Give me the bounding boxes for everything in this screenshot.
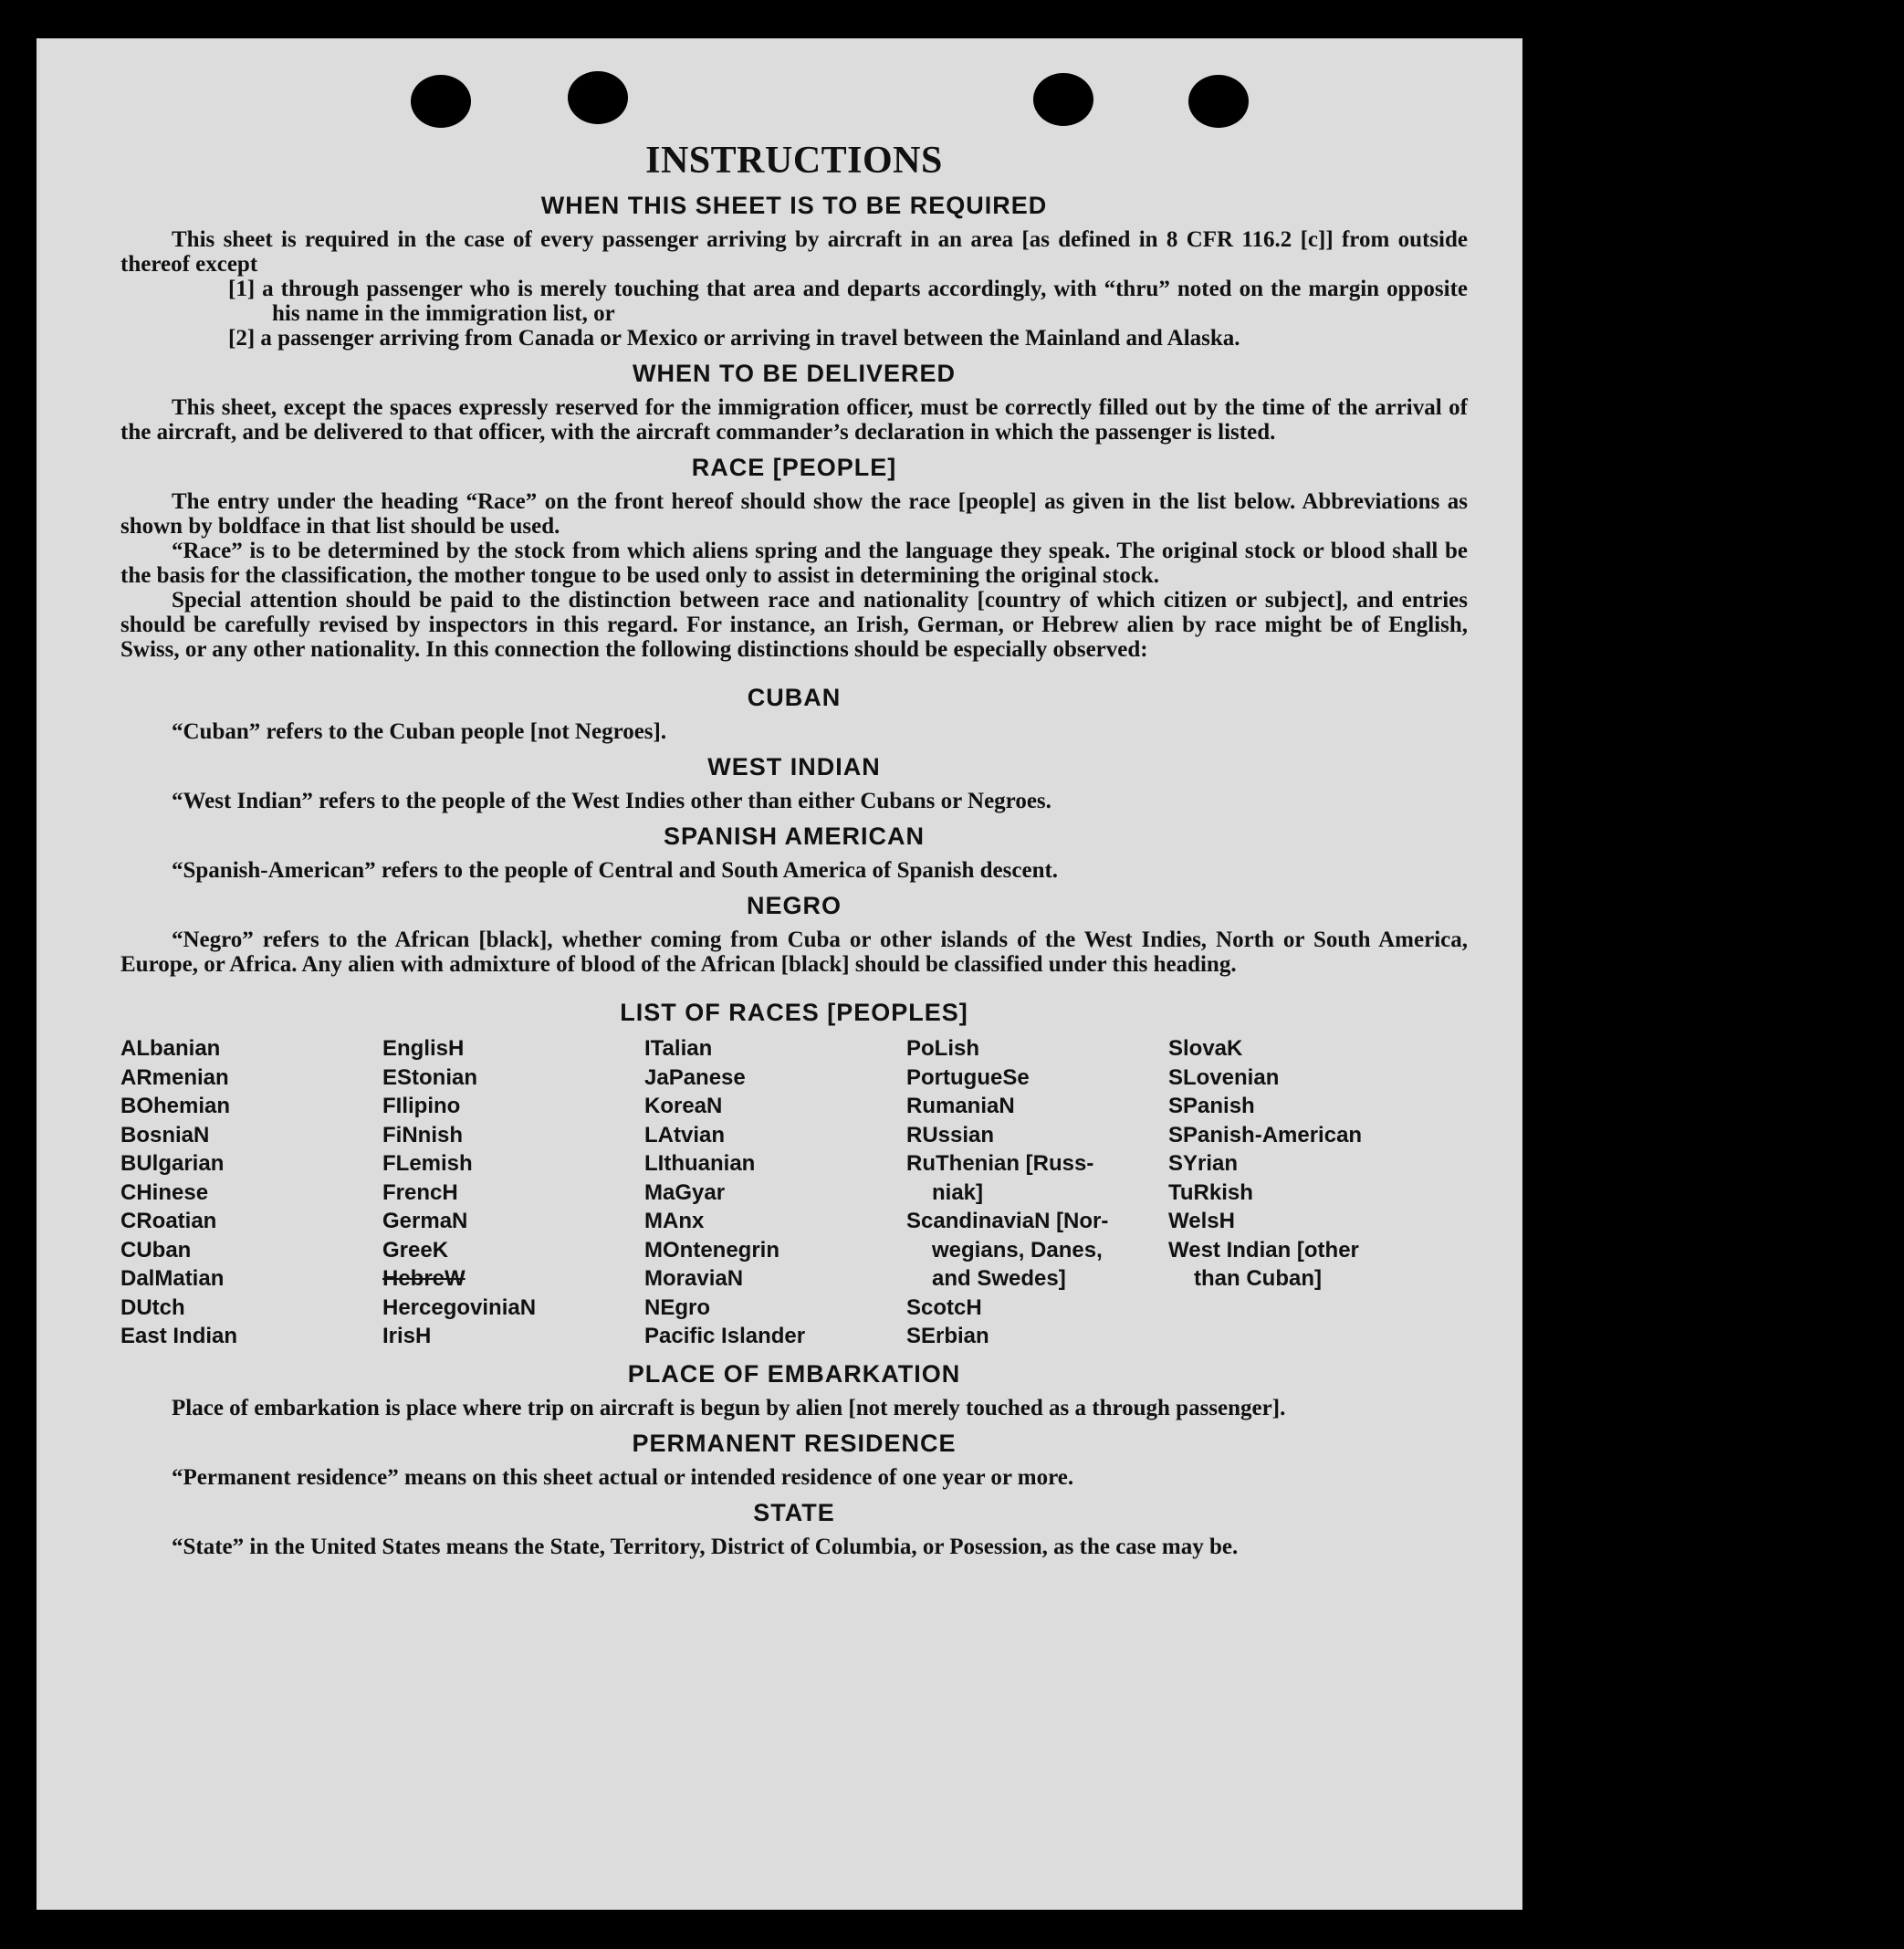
punch-hole (1033, 73, 1093, 126)
race-entry-continued: wegians, Danes, (932, 1237, 1103, 1263)
race-entry: MoraviaN (644, 1266, 744, 1291)
race-entry: CHinese (120, 1179, 209, 1205)
race-entry-continued: niak] (932, 1179, 984, 1205)
race-entry: FrencH (382, 1179, 458, 1205)
race-entry: SErbian (906, 1324, 989, 1348)
race-entry: NEgro (644, 1294, 710, 1320)
race-entry: PortugueSe (906, 1064, 1030, 1090)
paragraph: Place of embarkation is place where trip on aircraft is begun by alien [not merely touched as a through passenger]. (172, 1395, 1286, 1420)
paragraph: “Cuban” refers to the Cuban people [not Negroes]. (172, 719, 667, 744)
race-entry: RumaniaN (906, 1094, 1015, 1118)
race-entry: ARmenian (120, 1064, 229, 1090)
race-entry: RuThenian [Russ- (906, 1151, 1094, 1176)
paragraph: This sheet, except the spaces expressly reserved for the immigration officer, must be correctly filled out by the time of the arrival of the aircraft, and be delivered to that officer, with the aircraft commander’s declaration in which the passenger is listed. (120, 395, 1468, 445)
race-entry: Pacific Islander (644, 1324, 806, 1348)
race-list (120, 1034, 1468, 1351)
heading-negro: NEGRO (746, 892, 842, 919)
heading-west-indian: WEST INDIAN (707, 753, 881, 781)
race-entry: HercegoviniaN (382, 1294, 537, 1320)
race-entry: SYrian (1168, 1151, 1239, 1176)
race-entry: LAtvian (644, 1122, 726, 1147)
race-entry: East Indian (120, 1324, 238, 1348)
race-entry: FLemish (382, 1151, 473, 1176)
race-entry: FIlipino (382, 1094, 461, 1118)
race-entry: MaGyar (644, 1179, 726, 1205)
race-entry: BosniaN (120, 1122, 210, 1147)
punch-hole (411, 75, 471, 128)
race-entry: DUtch (120, 1294, 185, 1320)
race-entry: GreeK (382, 1237, 449, 1263)
race-entry-continued: than Cuban] (1194, 1266, 1322, 1291)
race-entry: ITalian (644, 1036, 713, 1061)
race-entry: EStonian (382, 1064, 478, 1090)
paragraph: This sheet is required in the case of every passenger arriving by aircraft in an area [as defined in 8 CFR 116.2 [c]] from outside thereof except (120, 227, 1468, 277)
race-entry: RUssian (906, 1122, 995, 1147)
race-entry: WelsH (1168, 1209, 1235, 1233)
heading-when-required: WHEN THIS SHEET IS TO BE REQUIRED (540, 192, 1048, 219)
race-entry: ALbanian (120, 1036, 221, 1061)
race-entry: LIthuanian (644, 1151, 756, 1176)
race-entry: IrisH (382, 1324, 432, 1348)
heading-state: STATE (753, 1498, 835, 1526)
race-entry-continued: and Swedes] (932, 1266, 1066, 1291)
race-column (1168, 1034, 1430, 1351)
race-entry: CUban (120, 1237, 192, 1263)
paragraph: “State” in the United States means the State, Territory, District of Columbia, or Posession, as the case may be. (172, 1534, 1239, 1559)
race-entry: CRoatian (120, 1209, 217, 1233)
race-entry: MAnx (644, 1209, 705, 1233)
race-entry: KoreaN (644, 1094, 723, 1118)
race-entry: DalMatian (120, 1266, 225, 1291)
race-entry: BUlgarian (120, 1151, 225, 1176)
heading-when-delivered: WHEN TO BE DELIVERED (632, 360, 957, 387)
race-entry: EnglisH (382, 1036, 465, 1061)
list-item: [1] a through passenger who is merely touching that area and departs accordingly, with “thru” noted on the margin opposite his name in the immigration list, or (228, 277, 1468, 326)
heading-list-of-races: LIST OF RACES [PEOPLES] (620, 999, 968, 1026)
race-column (906, 1034, 1168, 1351)
punch-hole (1188, 75, 1249, 128)
heading-spanish-american: SPANISH AMERICAN (663, 823, 925, 850)
race-entry: FiNnish (382, 1122, 463, 1147)
race-column (644, 1034, 906, 1351)
punch-hole (568, 71, 628, 124)
race-entry: ScandinaviaN [Nor- (906, 1209, 1109, 1233)
race-entry: SPanish-American (1168, 1122, 1363, 1147)
heading-residence: PERMANENT RESIDENCE (632, 1429, 957, 1457)
race-entry: ScotcH (906, 1294, 982, 1320)
race-entry-struck: HebreW (382, 1266, 466, 1291)
race-entry: PoLish (906, 1036, 980, 1061)
race-entry: GermaN (382, 1209, 468, 1233)
race-entry: West Indian [other (1168, 1237, 1359, 1263)
paragraph: “West Indian” refers to the people of the West Indies other than either Cubans or Negroes. (172, 789, 1051, 813)
paragraph: “Spanish-American” refers to the people of Central and South America of Spanish descent. (172, 858, 1059, 883)
race-entry: BOhemian (120, 1094, 231, 1118)
paragraph: The entry under the heading “Race” on the front hereof should show the race [people] as given in the list below. Abbreviations as shown by boldface in that list should be used. (120, 489, 1468, 539)
list-item: [2] a passenger arriving from Canada or Mexico or arriving in travel between the Mainland and Alaska. (228, 326, 1240, 351)
page-title: INSTRUCTIONS (645, 140, 943, 182)
paragraph: “Negro” refers to the African [black], whether coming from Cuba or other islands of the West Indies, North or South America, Europe, or Africa. Any alien with admixture of blood of the African [black] should be classified under this heading. (120, 927, 1468, 977)
heading-cuban: CUBAN (747, 684, 842, 711)
race-entry: MOntenegrin (644, 1237, 779, 1263)
paragraph: “Race” is to be determined by the stock from which aliens spring and the language they speak. The original stock or blood shall be the basis for the classification, the mother tongue to be used only to assist in determining the original stock. (120, 539, 1468, 588)
race-entry: TuRkish (1168, 1179, 1253, 1205)
heading-embarkation: PLACE OF EMBARKATION (627, 1359, 961, 1388)
race-entry: SLovenian (1168, 1064, 1280, 1090)
race-column (120, 1034, 382, 1351)
document-page (37, 38, 1522, 1910)
paragraph: “Permanent residence” means on this sheet actual or intended residence of one year or more. (172, 1464, 1074, 1490)
race-entry: JaPanese (644, 1064, 746, 1090)
race-entry: SPanish (1168, 1094, 1255, 1118)
race-column (382, 1034, 644, 1351)
paragraph: Special attention should be paid to the distinction between race and nationality [country of which citizen or subject], and entries should be carefully revised by inspectors in this regard. For instance, an Irish, German, or Hebrew alien by race might be of English, Swiss, or any other nationality. In this connection the following distinctions should be especially observed: (120, 588, 1468, 662)
instructions-content (120, 139, 1468, 1559)
race-entry: SlovaK (1168, 1036, 1243, 1061)
heading-race: RACE [PEOPLE] (691, 454, 897, 481)
